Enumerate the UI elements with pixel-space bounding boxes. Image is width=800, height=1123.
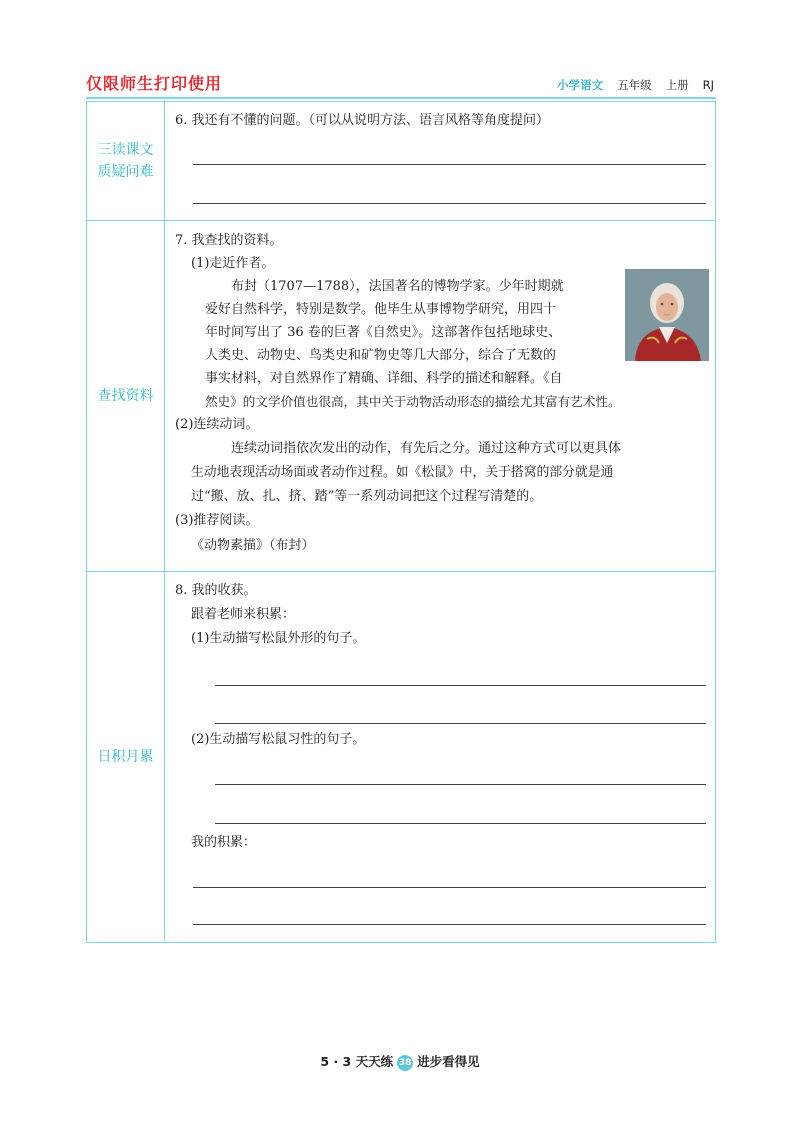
verbs-text-line: 生动地表现活动场面或者动作过程。如《松鼠》中，关于搭窝的部分就是通 — [191, 465, 614, 480]
verbs-text-line: 连续动词指依次发出的动作，有先后之分。通过这种方式可以更具体 — [231, 441, 622, 456]
sub-title-verbs: (2)连续动词。 — [175, 417, 259, 432]
page-number: 38 — [397, 1055, 413, 1071]
answer-line[interactable] — [193, 203, 706, 204]
accumulate-intro: 跟着老师来积累： — [191, 607, 296, 622]
author-text-line: 人类史、动物史、鸟类史和矿物史等几大部分，综合了无数的 — [205, 348, 557, 363]
author-text-line: 布封（1707—1788），法国著名的博物学家。少年时期就 — [231, 279, 564, 294]
section-accumulate-row — [87, 571, 714, 941]
footer-brand: 5 · 3 天天练 — [320, 1054, 394, 1069]
section-label-reread — [87, 102, 165, 220]
question-7: 7. 我查找的资料。 — [175, 233, 283, 248]
section-research-row — [87, 220, 714, 571]
answer-line[interactable] — [215, 685, 706, 686]
answer-line[interactable] — [193, 924, 706, 925]
answer-line[interactable] — [193, 164, 706, 165]
worksheet-table — [86, 101, 716, 943]
answer-line[interactable] — [215, 784, 706, 785]
book-info — [557, 77, 714, 93]
print-notice: 仅限师生打印使用 — [86, 74, 223, 93]
answer-line[interactable] — [215, 723, 706, 724]
question-6: 6. 我还有不懂的问题。（可以从说明方法、语言风格等角度提问） — [175, 113, 550, 128]
grade-label: 五年级 — [617, 78, 652, 92]
author-text-line: 然史》的文学价值也很高，其中关于动物活动形态的描绘尤其富有艺术性。 — [205, 394, 621, 409]
section-label-research: 查找资料 — [87, 221, 165, 571]
footer-slogan: 进步看得见 — [417, 1054, 480, 1069]
answer-line[interactable] — [215, 823, 706, 824]
sub-question-appearance: (1)生动描写松鼠外形的句子。 — [191, 631, 366, 646]
author-text-line: 年时间写出了 36 卷的巨著《自然史》。这部著作包括地球史、 — [205, 325, 562, 340]
section-question-row — [87, 102, 714, 220]
sub-title-reading: (3)推荐阅读。 — [175, 513, 259, 528]
author-text-line: 爱好自然科学，特别是数学。他毕生从事博物学研究，用四十 — [205, 302, 557, 317]
recommended-book: 《动物素描》（布封） — [191, 538, 315, 553]
my-accumulation-label: 我的积累： — [191, 835, 257, 850]
section-label-accumulate: 日积月累 — [87, 572, 165, 941]
label-line2: 质疑问难 — [97, 164, 154, 180]
section-content — [165, 102, 714, 220]
sub-question-habits: (2)生动描写松鼠习性的句子。 — [191, 732, 366, 747]
header-divider — [86, 97, 716, 99]
verbs-text-line: 过“搬、放、扎、挤、踏”等一系列动词把这个过程写清楚的。 — [191, 489, 543, 504]
label-line1: 三读课文 — [97, 142, 154, 158]
volume-label: 上册 — [665, 78, 689, 92]
section-content — [165, 572, 714, 941]
section-content — [165, 221, 714, 571]
sub-title-author: (1)走近作者。 — [191, 256, 275, 271]
author-text-line: 事实材料，对自然界作了精确、详细、科学的描述和解释。《自 — [205, 371, 563, 386]
question-8: 8. 我的收获。 — [175, 583, 257, 598]
edition-label: RJ — [702, 78, 714, 92]
subject-label: 小学语文 — [557, 78, 604, 92]
page-footer — [0, 1052, 800, 1071]
portrait-of-buffon — [625, 269, 709, 361]
answer-line[interactable] — [193, 887, 706, 888]
